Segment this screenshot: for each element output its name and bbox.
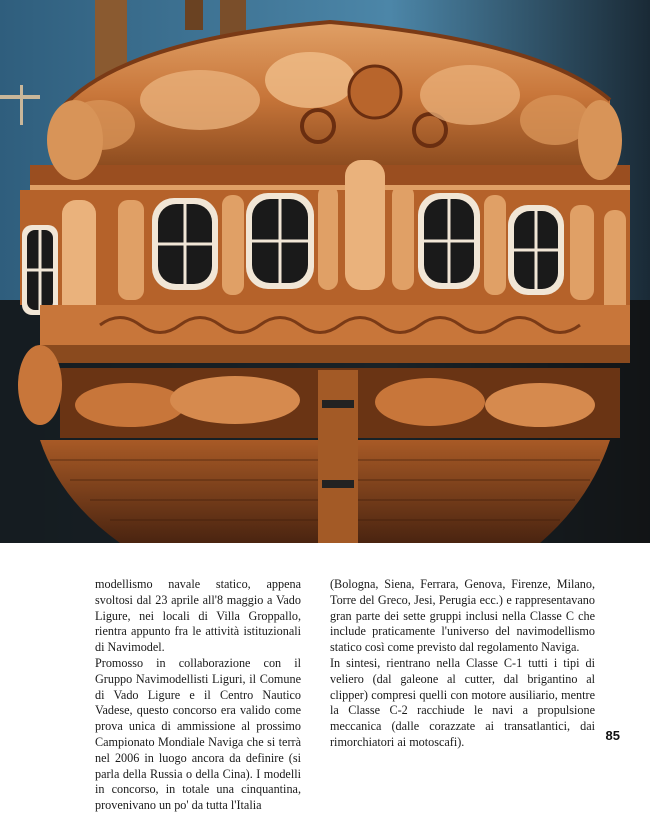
paragraph: Promosso in collaborazione con il Gruppo Navimodellisti Liguri, il Comune di Vado Ligure e il Centro Nautico Vadese, questo concorso era valido come prova unica di ammissione al prossimo Campionato Mondiale Naviga che si terrà nel 2006 in luogo ancora da definire (si parla della Russia o della Cina). I modelli in concorso, in totale una cinquantina, provenivano un po' da tutta l'Italia [95, 655, 301, 813]
paragraph: In sintesi, rientrano nella Classe C-1 tutti i tipi di veliero (dal galeone al cutter, dal brigantino al clipper) compresi quelli con motore ausiliario, mentre la Classe C-2 racchiude le navi a propulsione meccanica (dalle corazzate ai transatlantici, dai rimorchiatori ai motoscafi). [330, 655, 595, 749]
article-left-column [95, 577, 301, 814]
rudder-post [318, 370, 358, 543]
article-right-column [330, 577, 595, 751]
page-number: 85 [605, 728, 620, 743]
article-text [0, 543, 650, 813]
paragraph: modellismo navale statico, appena svoltosi dal 23 aprile all'8 maggio a Vado Ligure, nei locali di Villa Groppallo, rientra appunto fra le attività istituzionali di Navimodel. [95, 577, 301, 655]
paragraph: (Bologna, Siena, Ferrara, Genova, Firenze, Milano, Torre del Greco, Jesi, Perugia ecc.) e rappresentavano gran parte dei sette gruppi inclusi nella Classe C che include praticamente l'universo del navimodellismo statico così come previsto dal regolamento Naviga. [330, 577, 595, 655]
coat-of-arms [349, 66, 401, 118]
